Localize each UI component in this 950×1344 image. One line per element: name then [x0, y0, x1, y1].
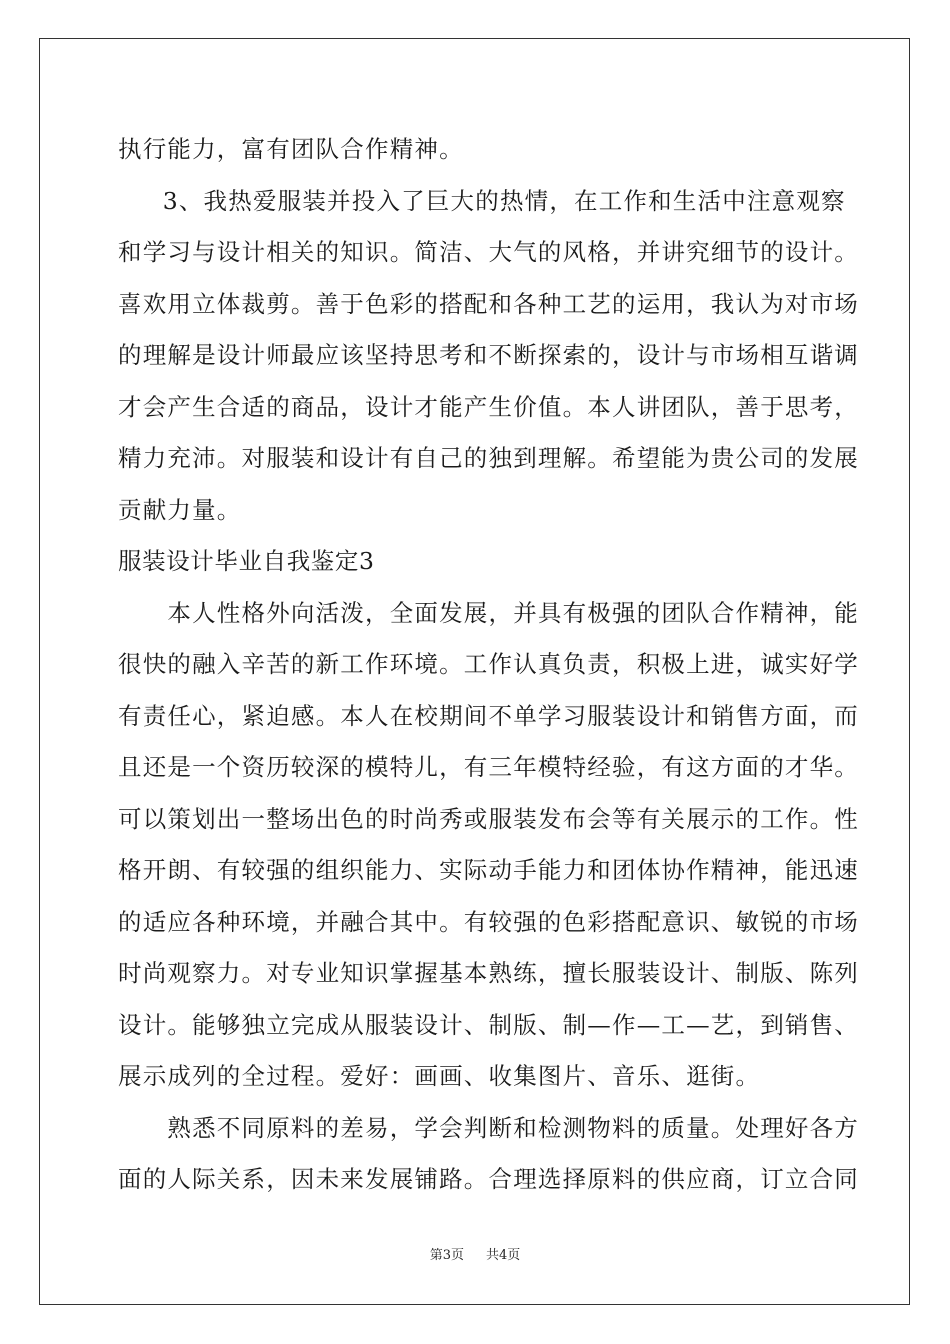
body-line: 格开朗、有较强的组织能力、实际动手能力和团体协作精神，能迅速	[118, 856, 859, 884]
body-line: 可以策划出一整场出色的时尚秀或服装发布会等有关展示的工作。性	[118, 804, 859, 833]
body-line: 很快的融入辛苦的新工作环境。工作认真负责，积极上进，诚实好学	[118, 650, 859, 678]
body-line: 本人性格外向活泼，全面发展，并具有极强的团队合作精神，能	[118, 598, 859, 627]
body-line: 才会产生合适的商品，设计才能产生价值。本人讲团队，善于思考，	[118, 392, 859, 421]
body-line: 贡献力量。	[118, 495, 242, 524]
section-heading: 服装设计毕业自我鉴定3	[118, 547, 375, 575]
body-line: 有责任心，紧迫感。本人在校期间不单学习服装设计和销售方面，而	[118, 701, 859, 730]
body-line: 喜欢用立体裁剪。善于色彩的搭配和各种工艺的运用，我认为对市场	[118, 289, 859, 318]
body-line: 的理解是设计师最应该坚持思考和不断探索的，设计与市场相互谐调	[118, 341, 859, 369]
body-line: 的适应各种环境，并融合其中。有较强的色彩搭配意识、敏锐的市场	[118, 907, 859, 936]
body-line: 3、我热爱服装并投入了巨大的热情，在工作和生活中注意观察	[138, 186, 846, 215]
body-line: 且还是一个资历较深的模特儿，有三年模特经验，有这方面的才华。	[118, 753, 859, 781]
body-line: 和学习与设计相关的知识。简洁、大气的风格，并讲究细节的设计。	[118, 238, 859, 266]
body-line: 时尚观察力。对专业知识掌握基本熟练，擅长服装设计、制版、陈列	[118, 959, 859, 987]
body-line: 面的人际关系，因未来发展铺路。合理选择原料的供应商，订立合同	[118, 1165, 859, 1193]
body-line: 执行能力，富有团队合作精神。	[118, 135, 464, 163]
document-body	[118, 124, 859, 1206]
page-total: 共4页	[486, 1248, 521, 1263]
body-line: 精力充沛。对服装和设计有自己的独到理解。希望能为贵公司的发展	[118, 444, 859, 472]
body-line: 展示成列的全过程。爱好：画画、收集图片、音乐、逛街。	[118, 1062, 761, 1090]
page-number: 第3页	[429, 1248, 464, 1263]
page-footer	[0, 1244, 950, 1263]
body-line: 熟悉不同原料的差易，学会判断和检测物料的质量。处理好各方	[118, 1113, 859, 1142]
body-line: 设计。能够独立完成从服装设计、制版、制—作—工—艺，到销售、	[118, 1010, 859, 1039]
